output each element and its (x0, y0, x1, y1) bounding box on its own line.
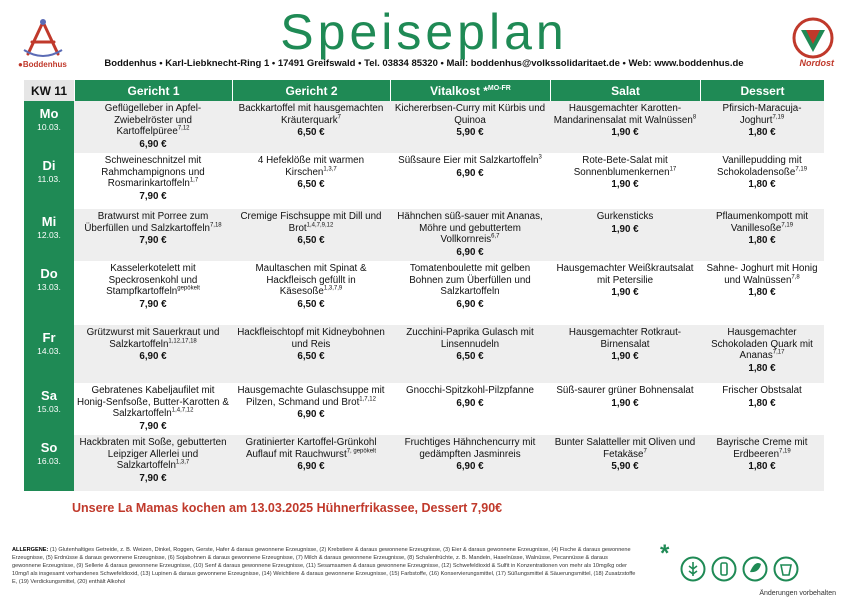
meal-description (77, 103, 229, 138)
meal-price: 6,90 € (456, 167, 484, 179)
allergen-codes: 7,19 (795, 166, 808, 173)
meal-cell (700, 209, 824, 261)
meal-description (703, 103, 821, 126)
table-row (24, 435, 824, 491)
logo-left-text: ●Boddenhus (18, 60, 67, 69)
meal-price: 7,90 € (139, 472, 167, 484)
meal-text: Hackbraten mit Soße, gebutterten Leipziger Allerlei und Salzkartoffeln (79, 437, 227, 471)
meal-cell (390, 383, 550, 435)
meal-cell (390, 101, 550, 153)
day-name: Sa (41, 388, 57, 403)
meal-text: Bayrische Creme mit Erdbeeren (716, 437, 808, 460)
meal-text: Kichererbsen-Curry mit Kürbis und Quinoa (394, 103, 546, 126)
table-row (24, 209, 824, 261)
meal-text: Hausgemachter Rotkraut-Birnensalat (568, 327, 682, 350)
meal-cell (232, 383, 390, 435)
meal-cell (74, 153, 232, 209)
meal-cell (550, 153, 700, 209)
meal-text: Backkartoffel mit hausgemachten Kräuterquark (238, 103, 384, 126)
meal-description (235, 437, 387, 460)
meal-description (393, 327, 547, 350)
meal-description (393, 103, 547, 126)
meal-text: Hausgemachte Gulaschsuppe mit Pilzen, Schmand und Brot (237, 385, 385, 408)
allergen-codes: 7,19 (781, 222, 794, 229)
meal-cell (700, 101, 824, 153)
glutenfrei-badge-icon (680, 556, 706, 582)
header-row (24, 80, 824, 101)
meal-cell (550, 261, 700, 325)
day-name: Fr (42, 330, 56, 345)
meal-description (77, 263, 229, 298)
meal-description (235, 385, 387, 408)
meal-text: Hausgemachter Schokoladen Quark mit Ananas (711, 327, 813, 361)
meal-cell (700, 435, 824, 491)
meal-cell (74, 325, 232, 383)
meal-price: 1,90 € (611, 397, 639, 409)
meal-price: 6,90 € (297, 409, 325, 420)
meal-cell (550, 325, 700, 383)
column-header-sup: MO-FR (487, 84, 511, 92)
meal-description (393, 211, 547, 246)
meal-text: Pflaumenkompott mit Vanillesoße (715, 211, 809, 234)
meal-description (393, 437, 547, 460)
vegetarisch-badge-icon (742, 556, 768, 582)
day-name: Mo (39, 106, 59, 121)
column-header: Gericht 1 (74, 80, 232, 101)
meal-text: Gebratenes Kabeljaufilet mit Honig-Senfsoße, Butter-Karotten & Salzkartoffeln (77, 385, 229, 419)
meal-price: 6,50 € (297, 179, 325, 190)
meal-price: 1,80 € (748, 179, 776, 190)
meal-text: Schweineschnitzel mit Rahmchampignons und Rosmarinkartoffeln (101, 155, 205, 189)
column-header-label: Vitalkost * (430, 83, 488, 98)
meal-text: Bratwurst mit Porree zum Überfüllen und Salzkartoffeln (84, 211, 210, 234)
meal-cell (74, 261, 232, 325)
allergen-codes: gepökelt (177, 285, 200, 292)
column-header: Dessert (700, 80, 824, 101)
meal-price: 6,90 € (139, 351, 167, 362)
meal-cell (390, 153, 550, 209)
meal-text: Grützwurst mit Sauerkraut und Salzkartoffeln (86, 327, 220, 350)
meal-cell (74, 383, 232, 435)
meal-price: 1,80 € (748, 362, 776, 374)
address-line: Boddenhus • Karl-Liebknecht-Ring 1 • 17491 Greifswald • Tel. 03834 85320 • Mail: boddenhus@volkssolidaritaet.de • Web: www.boddenhus.de (104, 58, 744, 69)
meal-description (553, 263, 697, 286)
table-row (24, 325, 824, 383)
allergen-codes: 7,18 (209, 222, 222, 229)
meal-cell (550, 101, 700, 153)
meal-description (235, 211, 387, 234)
allergen-label: ALLERGENE: (12, 547, 49, 553)
meal-text: Cremige Fischsuppe mit Dill und Brot (240, 211, 382, 234)
day-cell (24, 325, 74, 383)
special-notice: Unsere La Mamas kochen am 13.03.2025 Hühnerfrikassee, Dessert 7,90€ (72, 501, 503, 515)
day-cell (24, 383, 74, 435)
meal-price: 1,80 € (748, 127, 776, 138)
meal-text: Maultaschen mit Spinat & Hackfleisch gefüllt in Käsesoße (255, 263, 367, 297)
day-cell (24, 153, 74, 209)
meal-description (77, 437, 229, 472)
meal-price: 6,50 € (297, 235, 325, 246)
day-date: 14.03. (37, 346, 61, 356)
meal-text: Hackfleischtopf mit Kidneybohnen und Reis (237, 327, 385, 350)
meal-description (77, 385, 229, 420)
table-row (24, 383, 824, 435)
star-marker: * (660, 540, 670, 567)
allergen-codes: 1,3,7,9 (323, 285, 343, 292)
table-row (24, 101, 824, 153)
meal-cell (232, 209, 390, 261)
meal-description (703, 263, 821, 286)
meal-price: 1,90 € (611, 351, 639, 362)
meal-price: 1,80 € (748, 235, 776, 246)
allergen-codes: 7 (337, 114, 341, 121)
meal-description (703, 327, 821, 362)
meal-description (393, 263, 547, 298)
meal-cell (550, 209, 700, 261)
meal-description (553, 211, 697, 223)
allergen-codes: 1,7,12 (359, 396, 376, 403)
allergen-codes: 7,19 (779, 448, 791, 455)
allergen-codes: 7,12 (177, 125, 190, 132)
meal-cell (700, 153, 824, 209)
meal-cell (550, 383, 700, 435)
meal-price: 6,90 € (456, 461, 484, 472)
meal-text: Zucchini-Paprika Gulasch mit Linsennudeln (406, 327, 534, 350)
meal-price: 7,90 € (139, 420, 167, 432)
meal-cell (232, 153, 390, 209)
meal-cell (700, 383, 824, 435)
allergen-codes: 7 (643, 448, 647, 455)
day-date: 15.03. (37, 404, 61, 414)
meal-price: 7,90 € (139, 190, 167, 202)
meal-cell (390, 435, 550, 491)
allergen-codes: 1,4,7,9,12 (306, 222, 334, 229)
meal-text: 4 Hefeklöße mit warmen Kirschen (257, 155, 365, 178)
meal-price: 6,50 € (456, 351, 484, 362)
meal-text: Hausgemachter Weißkrautsalat mit Petersilie (556, 263, 694, 286)
meal-text: Hausgemachter Karotten-Mandarinensalat mit Walnüssen (553, 103, 693, 126)
meal-text: Geflügelleber in Apfel-Zwiebelröster und Kartoffelpüree (104, 103, 202, 137)
meal-description (77, 155, 229, 190)
meal-description (235, 263, 387, 298)
meal-cell (390, 261, 550, 325)
allergen-text: (1) Glutenhaltiges Getreide, z. B. Weizen, Dinkel, Roggen, Gerste, Hafer & daraus gewonnene Erzeugnisse, (2) Krebstiere & daraus gewonnene Erzeugnisse, (3) Eier & daraus gewonnene Erzeugnisse, (4) Fische & daraus gewonnene Erzeugnisse, (5) Erdnüsse & daraus gewonnene Erzeugnisse, (6) Sojabohnen & daraus gewonnene Erzeugnisse, (7) Milch & daraus gewonnene Erzeugnisse, (8) Schalenfrüchte, z. B. Mandeln, Haselnüsse, Walnüsse, Pecannüsse & daraus gewonnene Erzeugnisse, (9) Sellerie & daraus gewonnene Erzeugnisse, (10) Senf & daraus gewonnene Erzeugnisse, (11) Sesamsamen & daraus gewonnene Erzeugnisse, (12) Schwefeldioxid & Sulfit in Konzentrationen von mehr als 10mg/kg oder 10mg/l als insgesamt vorhandenes Schwefeldioxid, (13) Lupinen & daraus gewonnene Erzeugnisse, (14) Weichtiere & daraus gewonnene Erzeugnisse, (15) Farbstoffe, (16) Konservierungsmittel, (17) Süßungsmittel & Säuerungsmittel, (18) Zusatzstoffe E, (19) Verdickungsmittel, (20) enthält Alkohol (12, 547, 636, 585)
meal-description (703, 155, 821, 178)
meal-price: 6,50 € (297, 127, 325, 138)
meal-text: Bunter Salatteller mit Oliven und Fetakäse (554, 437, 696, 460)
meal-text: Süß-saurer grüner Bohnensalat (556, 385, 694, 396)
allergen-codes: 7,19 (772, 114, 785, 121)
day-date: 10.03. (37, 122, 61, 132)
meal-price: 6,90 € (456, 298, 484, 310)
meal-text: Gratinierter Kartoffel-Grünkohl Auflauf mit Rauchwurst (245, 437, 377, 460)
meal-text: Süßsaure Eier mit Salzkartoffeln (398, 155, 539, 166)
meal-cell (74, 435, 232, 491)
meal-price: 1,90 € (611, 127, 639, 138)
meal-text: Hähnchen süß-sauer mit Ananas, Möhre und gebuttertem Vollkornreis (397, 211, 543, 245)
meal-description (553, 155, 697, 178)
meal-price: 6,90 € (139, 138, 167, 150)
menu-table (24, 80, 824, 491)
meal-description (553, 327, 697, 350)
day-cell (24, 209, 74, 261)
allergen-codes: 8 (692, 114, 697, 121)
day-name: Mi (41, 214, 57, 229)
milchfrei-badge-icon (711, 556, 737, 582)
meal-cell (550, 435, 700, 491)
allergen-codes: 3 (538, 154, 542, 161)
meal-cell (232, 261, 390, 325)
allergen-legend (12, 546, 637, 586)
meal-description (553, 385, 697, 397)
meal-description (235, 155, 387, 178)
meal-text: Frischer Obstsalat (722, 385, 802, 396)
meal-description (393, 155, 547, 167)
allergen-codes: 1,4,7,12 (171, 407, 194, 414)
meal-text: Gnocchi-Spitzkohl-Pilzpfanne (406, 385, 534, 396)
allergen-codes: 6,7 (491, 233, 500, 240)
day-cell (24, 261, 74, 325)
allergen-codes: 7,8 (791, 274, 800, 281)
meal-text: Gurkensticks (596, 211, 654, 222)
meal-price: 7,90 € (139, 235, 167, 246)
allergen-codes: 1,3,7 (175, 459, 190, 466)
day-name: Di (42, 158, 56, 173)
meal-price: 6,90 € (456, 397, 484, 409)
laktosefrei-badge-icon (773, 556, 799, 582)
allergen-codes: 7, gepökelt (346, 448, 377, 455)
meal-price: 6,90 € (456, 246, 484, 258)
meal-price: 1,90 € (611, 287, 639, 298)
meal-price: 6,50 € (297, 298, 325, 310)
day-date: 12.03. (37, 230, 61, 240)
meal-cell (74, 101, 232, 153)
meal-price: 5,90 € (611, 461, 639, 472)
meal-cell (232, 101, 390, 153)
allergen-codes: 7,17 (772, 349, 785, 356)
page-title: Speiseplan (280, 4, 568, 60)
day-name: So (40, 440, 58, 455)
meal-price: 6,90 € (297, 461, 325, 472)
table-row (24, 153, 824, 209)
meal-cell (232, 435, 390, 491)
meal-cell (390, 325, 550, 383)
meal-text: Vanillepudding mit Schokoladensoße (716, 155, 802, 178)
day-cell (24, 101, 74, 153)
meal-text: Tomatenboulette mit gelben Bohnen zum Überfüllen und Salzkartoffeln (409, 263, 531, 297)
meal-description (553, 103, 697, 126)
meal-text: Kasselerkotelett mit Speckrosenkohl und Stampfkartoffeln (106, 263, 198, 297)
meal-description (703, 385, 821, 397)
meal-text: Sahne- Joghurt mit Honig und Walnüssen (706, 263, 818, 286)
meal-description (77, 211, 229, 234)
meal-description (235, 327, 387, 350)
meal-price: 1,80 € (748, 397, 776, 409)
day-date: 11.03. (37, 174, 61, 184)
day-date: 16.03. (37, 456, 61, 466)
meal-cell (74, 209, 232, 261)
meal-description (703, 211, 821, 234)
day-cell (24, 435, 74, 491)
week-label: KW 11 (24, 80, 74, 101)
meal-price: 5,90 € (456, 127, 484, 138)
meal-price: 1,90 € (611, 223, 639, 235)
meal-text: Fruchtiges Hähnchencurry mit gedämpften Jasminreis (404, 437, 536, 460)
logo-right-text: Nordost (799, 58, 834, 68)
allergen-codes: 1,12,17,18 (168, 338, 197, 345)
meal-price: 1,90 € (611, 179, 639, 190)
allergen-codes: 1,7 (189, 177, 199, 184)
meal-text: Rote-Bete-Salat mit Sonnenblumenkernen (573, 155, 670, 178)
meal-cell (390, 209, 550, 261)
column-header: Salat (550, 80, 700, 101)
meal-cell (700, 325, 824, 383)
column-header (390, 80, 550, 101)
column-header: Gericht 2 (232, 80, 390, 101)
allergen-codes: 1,3,7 (323, 166, 337, 173)
meal-cell (232, 325, 390, 383)
day-name: Do (40, 266, 58, 281)
table-row (24, 261, 824, 325)
day-date: 13.03. (37, 282, 61, 292)
meal-price: 7,90 € (139, 298, 167, 310)
diet-badges (680, 556, 799, 582)
changes-note: Änderungen vorbehalten (759, 590, 836, 597)
meal-description (553, 437, 697, 460)
meal-cell (700, 261, 824, 325)
allergen-codes: 17 (669, 166, 677, 173)
meal-description (77, 327, 229, 350)
meal-price: 1,80 € (748, 287, 776, 298)
meal-description (393, 385, 547, 397)
meal-price: 1,80 € (748, 461, 776, 472)
meal-description (703, 437, 821, 460)
meal-price: 6,50 € (297, 351, 325, 362)
meal-text: Pfirsich-Maracuja-Joghurt (722, 103, 802, 126)
meal-description (235, 103, 387, 126)
